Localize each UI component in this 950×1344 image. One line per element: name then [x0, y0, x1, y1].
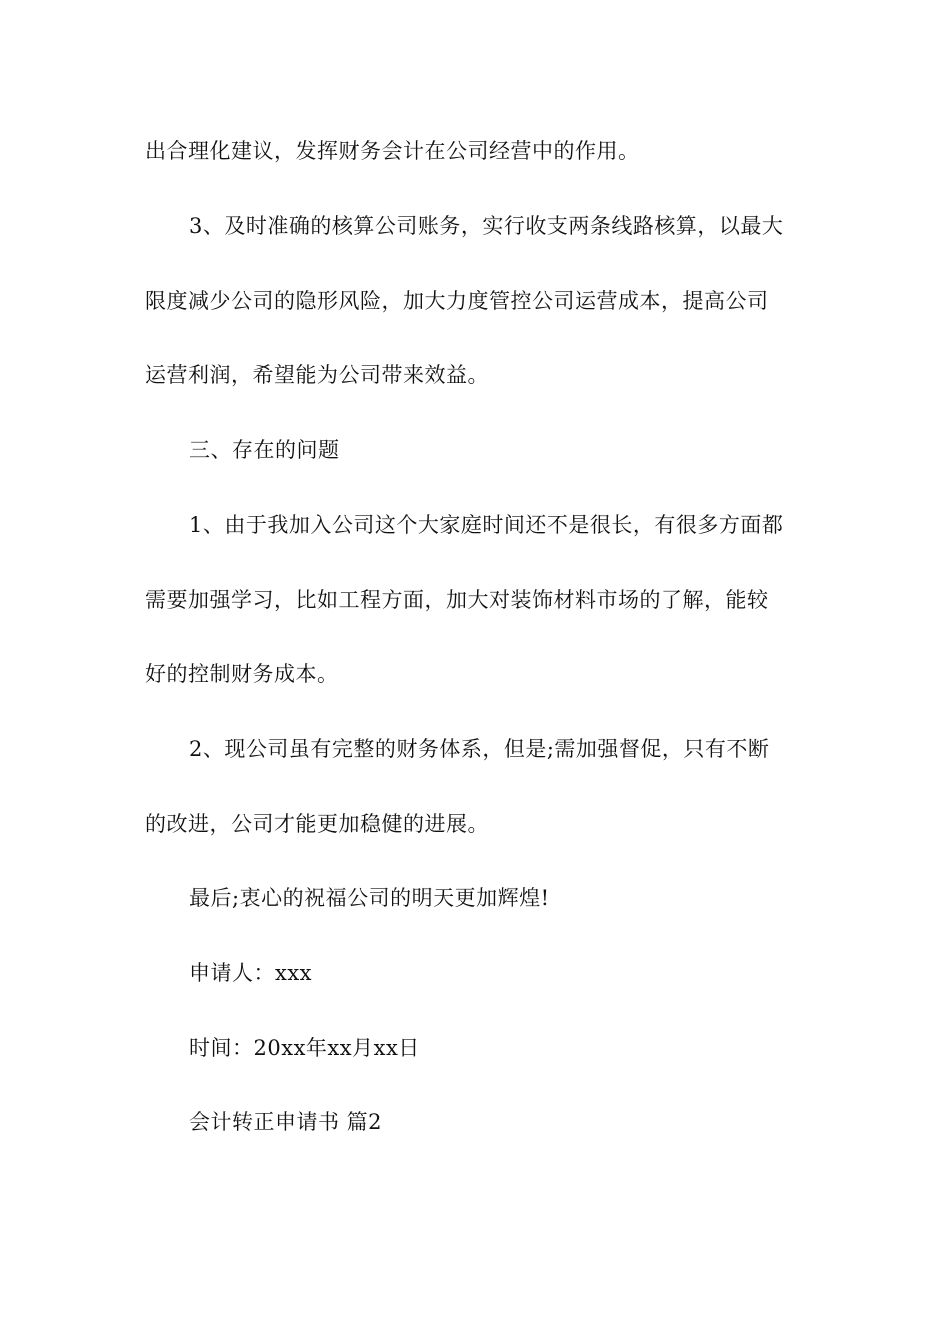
date-line: 时间：20xx年xx月xx日 — [189, 1036, 420, 1060]
text-line: 1、由于我加入公司这个大家庭时间还不是很长，有很多方面都 — [189, 513, 784, 537]
closing-line: 最后;衷心的祝福公司的明天更加辉煌! — [189, 886, 550, 910]
text-line: 限度减少公司的隐形风险，加大力度管控公司运营成本，提高公司 — [145, 289, 769, 313]
text-line: 3、及时准确的核算公司账务，实行收支两条线路核算，以最大 — [189, 214, 784, 238]
text-line: 需要加强学习，比如工程方面，加大对装饰材料市场的了解，能较 — [145, 588, 769, 612]
applicant-line: 申请人：xxx — [189, 961, 313, 985]
section-heading: 三、存在的问题 — [189, 438, 340, 462]
text-line: 2、现公司虽有完整的财务体系，但是;需加强督促，只有不断 — [189, 737, 770, 761]
next-section-title: 会计转正申请书 篇2 — [189, 1110, 383, 1134]
text-line: 的改进，公司才能更加稳健的进展。 — [145, 812, 489, 836]
text-line: 出合理化建议，发挥财务会计在公司经营中的作用。 — [145, 139, 640, 163]
text-line: 好的控制财务成本。 — [145, 662, 339, 686]
text-line: 运营利润，希望能为公司带来效益。 — [145, 363, 489, 387]
